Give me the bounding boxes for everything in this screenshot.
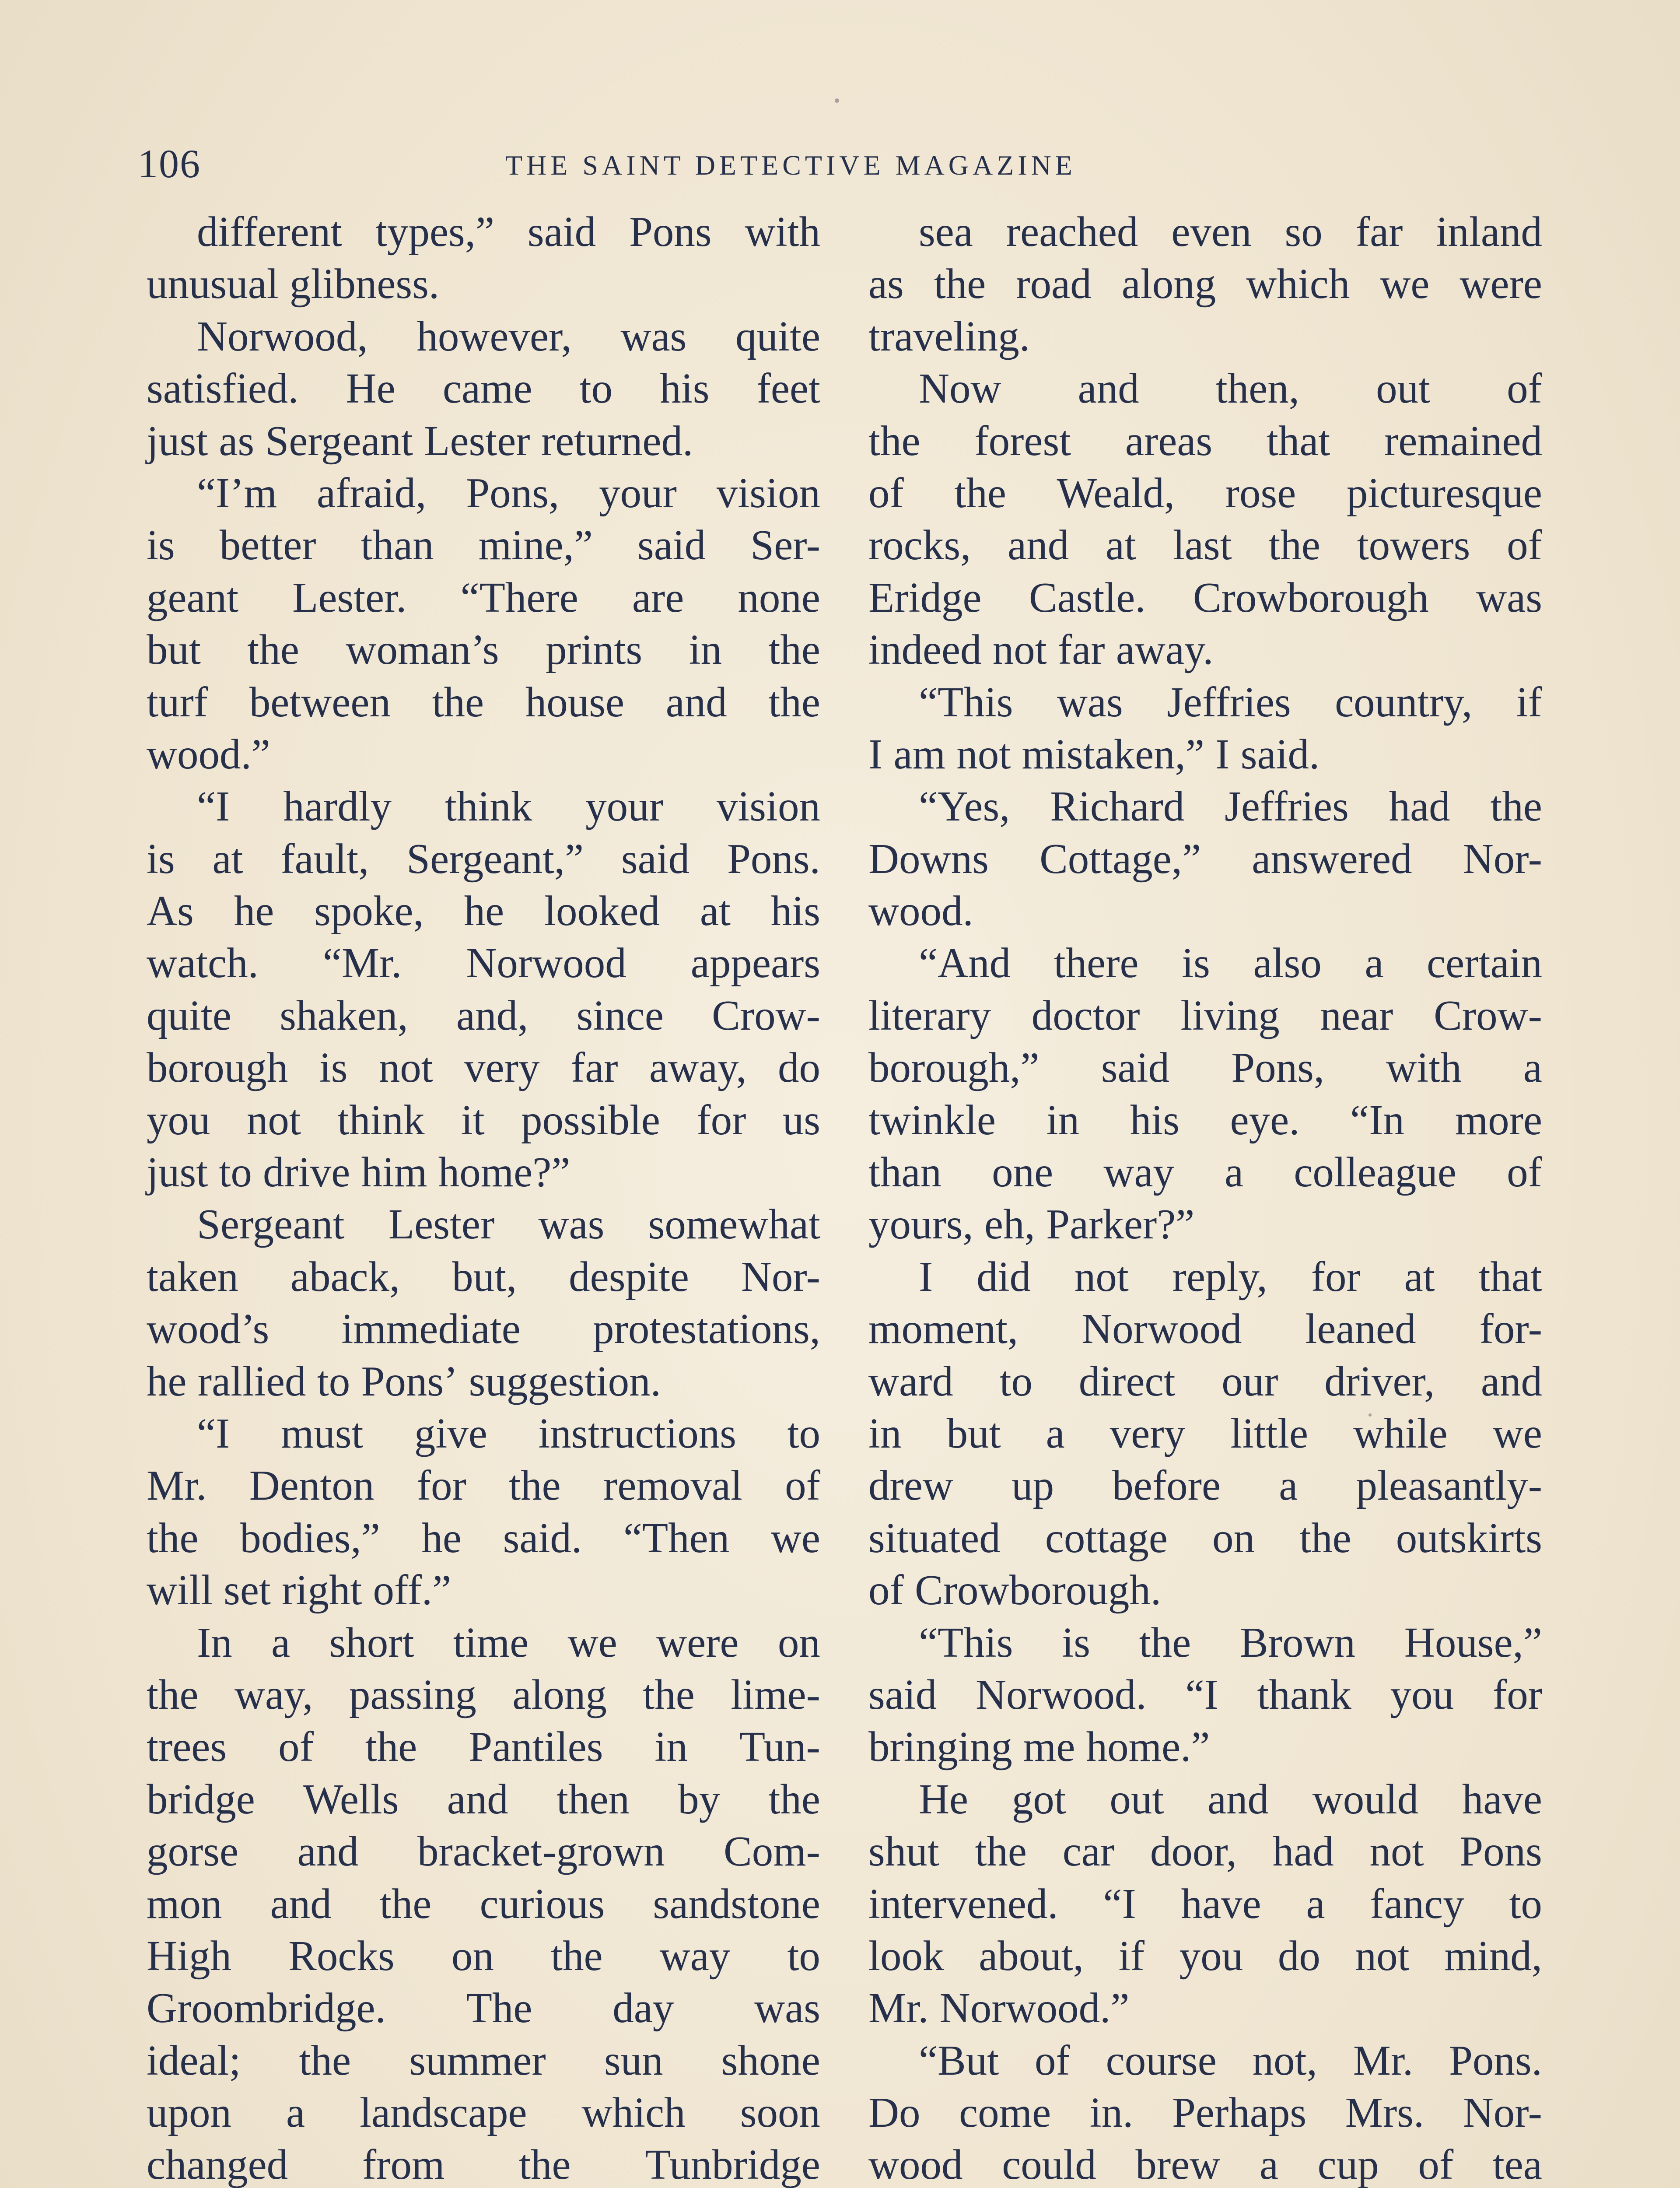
right-text-column <box>868 206 1542 2188</box>
text-line: satisfied. He came to his feet <box>147 365 820 412</box>
text-line: is at fault, Sergeant,” said Pons. <box>147 835 820 882</box>
text-line: “This is the Brown House,” <box>919 1619 1542 1666</box>
text-line: traveling. <box>868 312 1030 360</box>
running-head: THE SAINT DETECTIVE MAGAZINE <box>505 150 1076 181</box>
paragraph <box>147 1407 820 1616</box>
text-line: will set right off.” <box>147 1567 452 1614</box>
text-line: the forest areas that remained <box>868 417 1542 464</box>
text-line: I did not reply, for at that <box>919 1253 1542 1300</box>
paragraph <box>147 310 820 467</box>
text-line: As he spoke, he looked at his <box>147 887 820 935</box>
paragraph <box>147 1198 820 1407</box>
text-line: “This was Jeffries country, if <box>919 678 1542 726</box>
paragraph <box>147 1616 820 2188</box>
text-line: unusual glibness. <box>147 260 440 308</box>
text-line: Downs Cottage,” answered Nor- <box>868 835 1542 882</box>
paragraph <box>868 1251 1542 1616</box>
text-line: said Norwood. “I thank you for <box>868 1671 1542 1718</box>
text-line: geant Lester. “There are none <box>147 574 820 621</box>
text-line: but the woman’s prints in the <box>147 626 820 673</box>
text-line: yours, eh, Parker?” <box>868 1201 1195 1248</box>
text-line: than one way a colleague of <box>868 1149 1542 1196</box>
page-header <box>138 131 1188 184</box>
text-line: “And there is also a certain <box>919 940 1542 987</box>
text-line: changed from the Tunbridge <box>147 2141 820 2188</box>
paper-speck <box>1452 2048 1456 2051</box>
text-line: “I’m afraid, Pons, your vision <box>197 469 820 516</box>
text-line: “I must give instructions to <box>197 1410 820 1457</box>
text-line: wood could brew a cup of tea <box>868 2141 1542 2188</box>
text-line: gorse and bracket-grown Com- <box>147 1828 820 1875</box>
text-line: wood.” <box>147 730 270 778</box>
text-line: the way, passing along the lime- <box>147 1671 820 1718</box>
text-line: mon and the curious sandstone <box>147 1880 820 1927</box>
text-line: different types,” said Pons with <box>197 208 820 255</box>
text-line: In a short time we were on <box>197 1619 820 1666</box>
paragraph <box>868 206 1542 362</box>
text-line: just to drive him home?” <box>147 1149 570 1196</box>
text-line: watch. “Mr. Norwood appears <box>147 940 820 987</box>
text-line: ideal; the summer sun shone <box>147 2037 820 2084</box>
paragraph <box>868 2034 1542 2188</box>
text-line: intervened. “I have a fancy to <box>868 1880 1542 1927</box>
text-line: moment, Norwood leaned for- <box>868 1305 1542 1353</box>
text-line: borough is not very far away, do <box>147 1044 820 1091</box>
text-line: “I hardly think your vision <box>197 783 820 830</box>
text-line: situated cottage on the outskirts <box>868 1514 1542 1561</box>
text-line: shut the car door, had not Pons <box>868 1828 1542 1875</box>
text-line: wood. <box>868 887 973 935</box>
text-line: Do come in. Perhaps Mrs. Nor- <box>868 2089 1542 2136</box>
text-line: in but a very little while we <box>868 1410 1542 1457</box>
paper-speck <box>835 98 839 103</box>
paragraph <box>868 937 1542 1250</box>
text-line: look about, if you do not mind, <box>868 1932 1542 1979</box>
text-line: wood’s immediate protestations, <box>147 1305 820 1353</box>
text-line: High Rocks on the way to <box>147 1932 820 1979</box>
text-line: “But of course not, Mr. Pons. <box>919 2037 1542 2084</box>
paragraph <box>868 1616 1542 1773</box>
text-line: Groombridge. The day was <box>147 1985 820 2032</box>
text-line: Eridge Castle. Crowborough was <box>868 574 1542 621</box>
text-line: literary doctor living near Crow- <box>868 992 1542 1039</box>
text-line: he rallied to Pons’ suggestion. <box>147 1357 661 1405</box>
text-line: drew up before a pleasantly- <box>868 1462 1542 1509</box>
paragraph <box>147 206 820 310</box>
text-line: I am not mistaken,” I said. <box>868 730 1320 778</box>
text-line: of Crowborough. <box>868 1567 1162 1614</box>
text-line: Mr. Norwood.” <box>868 1985 1130 2032</box>
left-text-column <box>147 206 820 2188</box>
text-line: turf between the house and the <box>147 678 820 726</box>
paragraph <box>868 676 1542 781</box>
page-number: 106 <box>138 141 201 186</box>
text-line: trees of the Pantiles in Tun- <box>147 1723 820 1771</box>
text-line: bridge Wells and then by the <box>147 1775 820 1823</box>
text-line: of the Weald, rose picturesque <box>868 469 1542 516</box>
text-line: ward to direct our driver, and <box>868 1357 1542 1405</box>
text-line: is better than mine,” said Ser- <box>147 522 820 569</box>
text-line: you not think it possible for us <box>147 1096 820 1143</box>
paper-speck <box>1368 1413 1372 1417</box>
text-line: Now and then, out of <box>919 365 1542 412</box>
text-line: rocks, and at last the towers of <box>868 522 1542 569</box>
text-line: He got out and would have <box>919 1775 1542 1823</box>
text-line: indeed not far away. <box>868 626 1214 673</box>
text-line: Norwood, however, was quite <box>197 312 820 360</box>
paragraph <box>868 780 1542 937</box>
text-line: Sergeant Lester was somewhat <box>197 1201 820 1248</box>
text-line: the bodies,” he said. “Then we <box>147 1514 820 1561</box>
text-line: upon a landscape which soon <box>147 2089 820 2136</box>
text-line: sea reached even so far inland <box>919 208 1542 255</box>
text-line: quite shaken, and, since Crow- <box>147 992 820 1039</box>
paragraph <box>147 467 820 780</box>
text-line: as the road along which we were <box>868 260 1542 308</box>
text-line: just as Sergeant Lester returned. <box>147 417 693 464</box>
paragraph <box>868 362 1542 676</box>
text-line: taken aback, but, despite Nor- <box>147 1253 820 1300</box>
text-line: twinkle in his eye. “In more <box>868 1096 1542 1143</box>
paragraph <box>147 780 820 1198</box>
text-line: bringing me home.” <box>868 1723 1210 1771</box>
paragraph <box>868 1773 1542 2034</box>
text-line: borough,” said Pons, with a <box>868 1044 1542 1091</box>
text-line: Mr. Denton for the removal of <box>147 1462 820 1509</box>
text-line: “Yes, Richard Jeffries had the <box>919 783 1542 830</box>
